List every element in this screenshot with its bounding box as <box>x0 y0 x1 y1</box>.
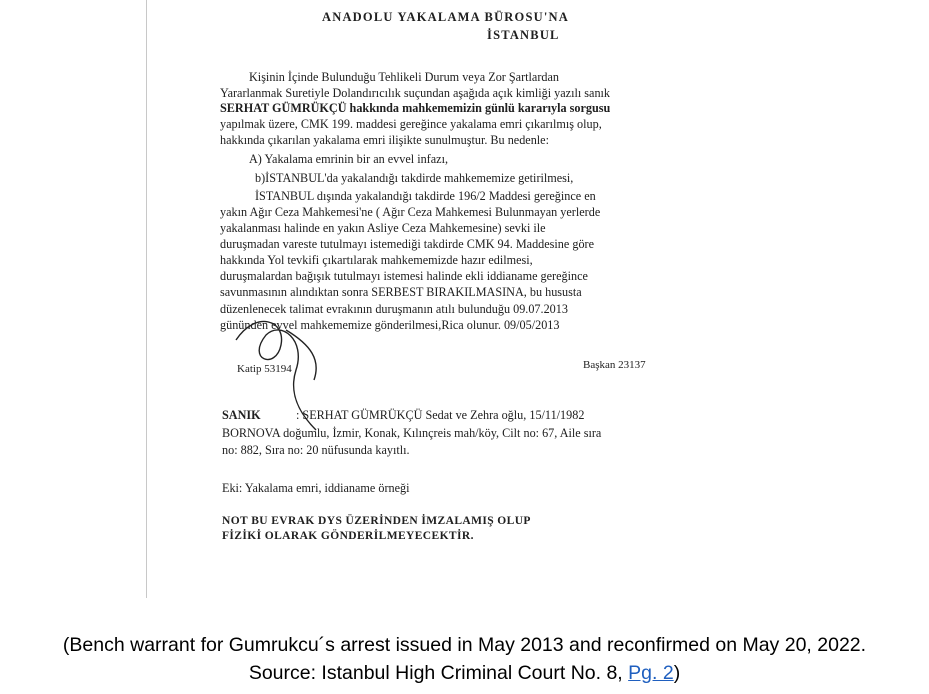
defendant-label: SANIK <box>222 408 261 422</box>
body-line: duruşmalardan bağışık tutulmayı istemesi halinde ekli iddianame gereğince <box>220 269 588 283</box>
caption-source-suffix: ) <box>673 662 681 684</box>
attachments: Eki: Yakalama emri, iddianame örneği <box>222 481 410 495</box>
body-line: SERHAT GÜMRÜKÇÜ hakkında mahkememizin günlü kararıyla sorgusu <box>220 101 611 115</box>
defendant-line: : SERHAT GÜMRÜKÇÜ Sedat ve Zehra oğlu, 15/11/1982 <box>296 408 585 422</box>
body-line: yakalanması halinde en yakın Asliye Ceza Mahkemesine) sevki ile <box>220 221 546 235</box>
note-line: FİZİKİ OLARAK GÖNDERİLMEYECEKTİR. <box>222 530 474 542</box>
body-line: A) Yakalama emrinin bir an evvel infazı, <box>249 152 448 166</box>
header-title: ANADOLU YAKALAMA BÜROSU'NA <box>322 10 569 24</box>
body-line: b)İSTANBUL'da yakalandığı takdirde mahkememize getirilmesi, <box>255 171 574 185</box>
body-line: Yararlanmak Suretiyle Dolandırıcılık suçundan aşağıda açık kimliği yazılı sanık <box>220 86 611 100</box>
source-link[interactable]: Pg. 2 <box>628 662 674 684</box>
body-line: savunmasının alındıktan sonra SERBEST BIRAKILMASINA, bu hususta <box>220 285 582 299</box>
body-line: gününden evvel mahkememize gönderilmesi,Rica olunur. 09/05/2013 <box>220 318 560 332</box>
header-city: İSTANBUL <box>487 28 560 42</box>
body-line: düzenlenecek talimat evrakının duruşmanın atılı bulunduğu 09.07.2013 <box>220 302 568 316</box>
caption-source-prefix: Source: Istanbul High Criminal Court No. 8, <box>248 662 629 684</box>
caption-line: (Bench warrant for Gumrukcu´s arrest issued in May 2013 and reconfirmed on May 20, 2022. <box>62 634 867 656</box>
president-signature: Başkan 23137 <box>583 359 646 371</box>
body-line: yapılmak üzere, CMK 199. maddesi gereğince yakalama emri çıkarılmış olup, <box>220 117 602 131</box>
body-line: Kişinin İçinde Bulunduğu Tehlikeli Durum veya Zor Şartlardan <box>249 70 559 84</box>
body-line: hakkında Yol tevkifi çıkartılarak mahkememizde hazır edilmesi, <box>220 253 533 267</box>
note-line: NOT BU EVRAK DYS ÜZERİNDEN İMZALAMIŞ OLUP <box>222 515 531 527</box>
body-line: İSTANBUL dışında yakalandığı takdirde 196/2 Maddesi gereğince en <box>255 189 596 203</box>
defendant-line: BORNOVA doğumlu, İzmir, Konak, Kılınçreis mah/köy, Cilt no: 67, Aile sıra <box>222 426 602 440</box>
defendant-line: no: 882, Sıra no: 20 nüfusunda kayıtlı. <box>222 443 410 457</box>
body-line: yakın Ağır Ceza Mahkemesi'ne ( Ağır Ceza Mahkemesi Bulunmayan yerlerde <box>220 205 601 219</box>
caption-source <box>0 660 929 686</box>
body-line: duruşmadan vareste tutulmayı istemediği takdirde CMK 94. Maddesine göre <box>220 237 595 251</box>
clerk-signature: Katip 53194 <box>237 363 292 375</box>
page-edge <box>146 0 147 598</box>
body-line: hakkında çıkarılan yakalama emri ilişikte sunulmuştur. Bu nedenle: <box>220 133 549 147</box>
